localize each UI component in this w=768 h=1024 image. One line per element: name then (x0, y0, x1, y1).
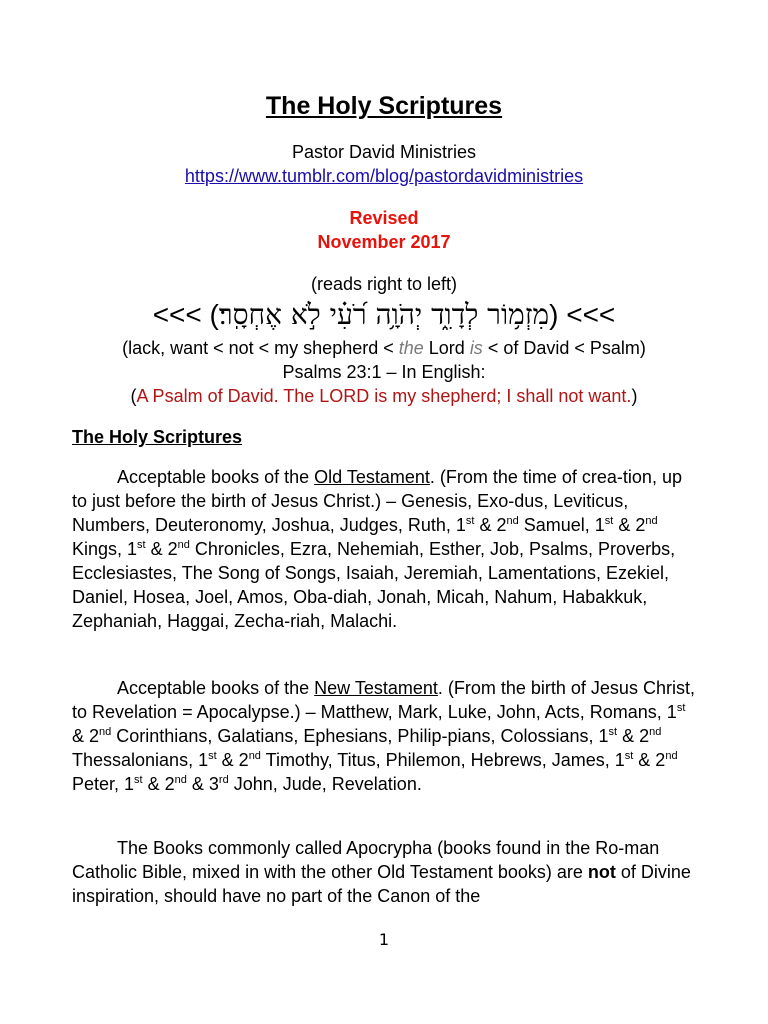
ordinal-suffix: st (608, 726, 618, 738)
english-verse-text: A Psalm of David. The LORD is my shepherd; I shall not want. (136, 386, 632, 406)
p3-text: of Divine inspiration, should have no part of the Canon of the (72, 862, 691, 906)
p2-text: Thessalonians, 1 (72, 750, 209, 770)
p3-text: The Books commonly called Apocrypha (books found in the Ro-man Catholic Bible, mixed in with the other Old Testament books) are (72, 838, 660, 882)
ordinal-suffix: nd (177, 539, 190, 551)
p1-text: Kings, 1 (72, 539, 138, 559)
p1-text: Samuel, 1 (518, 515, 605, 535)
page-number: 1 (378, 930, 390, 949)
p2-text: Corinthians, Galatians, Ephesians, Philip-pians, Colossians, 1 (111, 726, 609, 746)
ordinal-suffix: nd (174, 774, 187, 786)
ordinal-suffix: nd (248, 750, 261, 762)
ordinal-suffix: nd (506, 515, 519, 527)
ministry-link[interactable]: https://www.tumblr.com/blog/pastordavidministries (184, 166, 584, 186)
p1-lead: Acceptable books of the (117, 467, 315, 487)
ordinal-suffix: st (137, 539, 146, 551)
page-title: The Holy Scriptures (265, 92, 503, 120)
p1-text: & 2 (145, 539, 178, 559)
p1-text: & 2 (474, 515, 507, 535)
section-heading: The Holy Scriptures (72, 427, 243, 447)
ordinal-suffix: st (676, 702, 686, 714)
hebrew-verse (0, 298, 768, 332)
ordinal-suffix: st (208, 750, 217, 762)
english-verse (0, 386, 768, 407)
p2-text: Peter, 1 (72, 774, 135, 794)
reading-direction-note: (reads right to left) (310, 274, 458, 294)
gloss-part-1: (lack, want < not < my shepherd < (122, 338, 399, 358)
english-close-paren: ) (631, 386, 638, 406)
p2-text: & 2 (617, 726, 650, 746)
hebrew-text: מִזְמ֥וֹר לְדָוִ֑ד יְהֹוָ֥ה רֹ֝עִ֗י לֹ֣א אֶחְסָֽר׃ (218, 298, 550, 331)
ordinal-suffix: nd (649, 726, 662, 738)
new-testament-term: New Testament (314, 678, 438, 698)
ordinal-suffix: rd (218, 774, 229, 786)
hebrew-arrows-right: ) <<< (549, 299, 616, 330)
ordinal-suffix: st (134, 774, 143, 786)
p2-text: & 3 (186, 774, 219, 794)
ordinal-suffix: nd (665, 750, 678, 762)
p2-text: & 2 (142, 774, 175, 794)
p2-text: & 2 (633, 750, 666, 770)
p2-text: John, Jude, Revelation. (228, 774, 422, 794)
p2-text: & 2 (216, 750, 249, 770)
gloss-part-3: < of David < Psalm) (482, 338, 646, 358)
revised-label: Revised (349, 208, 419, 228)
author-name: Pastor David Ministries (291, 142, 477, 162)
old-testament-term: Old Testament (314, 467, 430, 487)
ordinal-suffix: st (624, 750, 634, 762)
emphasis-not: not (587, 862, 616, 882)
p2-lead: Acceptable books of the (117, 678, 315, 698)
new-testament-paragraph (72, 676, 698, 796)
p2-text: . (From the birth of Jesus Christ, to Revelation = Apocalypse.) – Matthew, Mark, Luke, John, Acts, Romans, 1 (72, 678, 695, 722)
p2-text: & 2 (72, 726, 100, 746)
p1-text: . (From the time of crea-tion, up to just before the birth of Jesus Christ.) – Genesis, Exo-dus, Leviticus, Numbers, Deuteronomy, Joshua, Judges, Ruth, 1 (72, 467, 682, 535)
ordinal-suffix: st (465, 515, 475, 527)
ordinal-suffix: st (604, 515, 614, 527)
old-testament-paragraph (72, 465, 698, 633)
p1-text: & 2 (613, 515, 646, 535)
hebrew-arrows-left: <<< ( (152, 299, 219, 330)
gloss-part-2: Lord (423, 338, 470, 358)
english-open-paren: ( (130, 386, 137, 406)
psalm-reference: Psalms 23:1 – In English: (282, 362, 486, 382)
p1-text: Chronicles, Ezra, Nehemiah, Esther, Job, Psalms, Proverbs, Ecclesiastes, The Song of Songs, Isaiah, Jeremiah, Lamentations, Ezekiel, Daniel, Hosea, Joel, Amos, Oba-diah, Jonah, Micah, Nahum, Habakkuk, Zephaniah, Haggai, Zecha-riah, Malachi. (72, 539, 676, 631)
word-gloss (0, 338, 768, 359)
apocrypha-paragraph (72, 836, 698, 908)
ordinal-suffix: nd (645, 515, 658, 527)
ordinal-suffix: nd (99, 726, 112, 738)
gloss-the: the (398, 338, 424, 358)
gloss-is: is (469, 338, 483, 358)
p2-text: Timothy, Titus, Philemon, Hebrews, James, 1 (260, 750, 625, 770)
revised-date: November 2017 (317, 232, 451, 252)
